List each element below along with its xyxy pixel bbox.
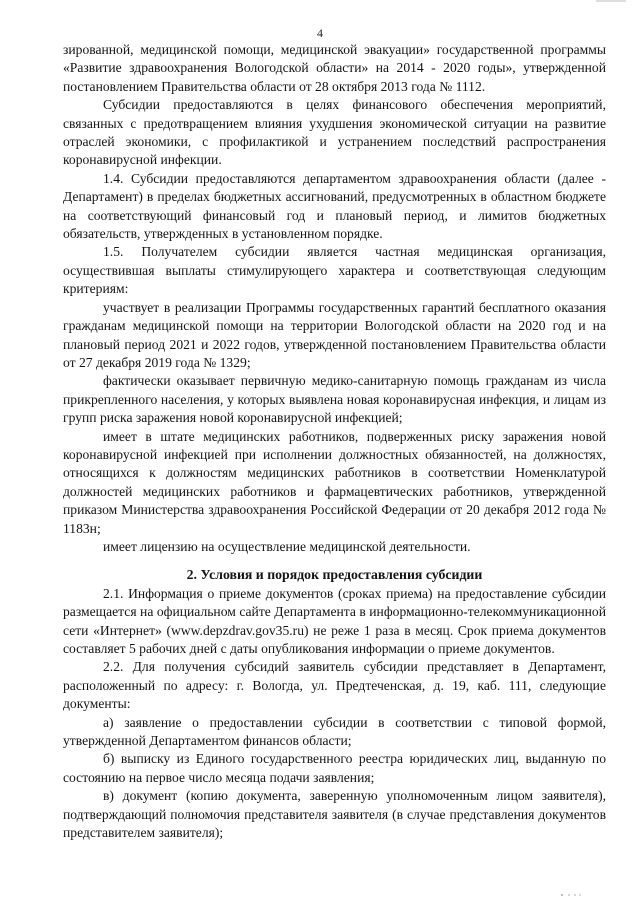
scan-artifact-icon	[560, 893, 582, 897]
scan-artifact-icon	[590, 0, 630, 6]
paragraph-continuation: зированной, медицинской помощи, медицинской эвакуации» государственной программы «Развитие здравоохранения Вологодской области» на 2014 - 2020 годы», утвержденной постановлением Правительства области от 28 октября 2013 года № 1112.	[63, 42, 606, 94]
paragraph-1-4: 1.4. Субсидии предоставляются департаментом здравоохранения области (далее - Департамент) в пределах бюджетных ассигнований, предусмотренных в областном бюджете на соответствующий финансовый год и плановый период, и лимитов бюджетных обязательств, утвержденных в установленном порядке.	[63, 170, 606, 242]
paragraph-2-1: 2.1. Информация о приеме документов (сроках приема) на предоставление субсидии размещается на официальном сайте Департамента в информационно-телекоммуникационной сети «Интернет» (www.depzdrav.gov35.ru) не реже 1 раза в месяц. Срок приема документов составляет 5 рабочих дней с даты опубликования информации о приеме документов.	[63, 585, 606, 656]
criterion-program-participation: участвует в реализации Программы государственных гарантий бесплатного оказания гражданам медицинской помощи на территории Вологодской области на 2020 год и на плановый период 2021 и 2022 годов, утвержденной постановлением Правительства области от 27 декабря 2019 года № 1329;	[63, 299, 606, 370]
paragraph-2-2: 2.2. Для получения субсидий заявитель субсидии представляет в Департамент, расположенный по адресу: г. Вологда, ул. Предтеченская, д. 19, каб. 111, следующие документы:	[63, 659, 606, 712]
list-item-a: а) заявление о предоставлении субсидии в соответствии с типовой формой, утвержденной Департаментом финансов области;	[63, 714, 606, 749]
document-body	[63, 41, 606, 842]
paragraph-subsidy-purpose: Субсидии предоставляются в целях финансового обеспечения мероприятий, связанных с предотвращением влияния ухудшения экономической ситуации на развитие отраслей экономики, с профилактикой и устранением последствий распространения коронавирусной инфекции.	[63, 97, 606, 168]
criterion-primary-care: фактически оказывает первичную медико-санитарную помощь гражданам из числа прикрепленного населения, у которых выявлена новая коронавирусная инфекция, и лицам из групп риска заражения новой коронавирусной инфекцией;	[63, 373, 606, 426]
list-item-b: б) выписку из Единого государственного реестра юридических лиц, выданную по состоянию на первое число месяца подачи заявления;	[63, 751, 606, 785]
section-heading: 2. Условия и порядок предоставления субсидии	[186, 567, 483, 583]
page-number: 4	[317, 26, 323, 40]
list-item-v: в) документ (копию документа, заверенную уполномоченным лицом заявителя), подтверждающий полномочия представителя заявителя (в случае представления документов представителем заявителя);	[63, 788, 606, 841]
criterion-license: имеет лицензию на осуществление медицинской деятельности.	[103, 538, 471, 554]
criterion-medical-staff: имеет в штате медицинских работников, подверженных риску заражения новой коронавирусной инфекцией при исполнении должностных обязанностей, на должностях, относящихся к должностям медицинских работников в соответствии Номенклатурой должностей медицинских работников и фармацевтических работников, утвержденной приказом Министерства здравоохранения Российской Федерации от 20 декабря 2012 года № 1183н;	[63, 428, 606, 536]
paragraph-1-5: 1.5. Получателем субсидии является частная медицинская организация, осуществившая выплаты стимулирующего характера и соответствующая следующим критериям:	[63, 244, 606, 297]
